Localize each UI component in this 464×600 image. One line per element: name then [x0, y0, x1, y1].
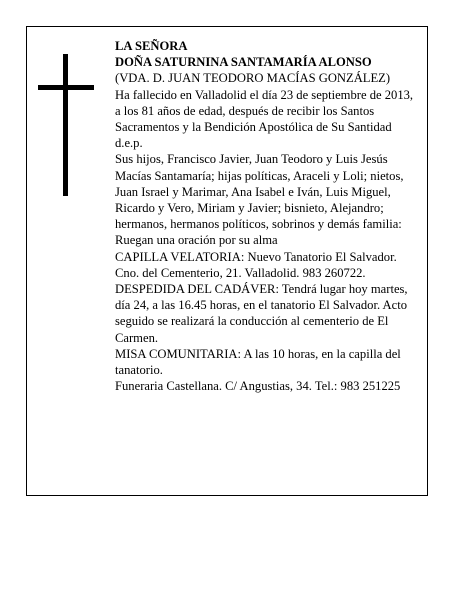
rip-text: d.e.p. — [115, 136, 143, 151]
cross-horizontal-bar — [38, 85, 94, 90]
widow-of: (VDA. D. JUAN TEODORO MACÍAS GONZÁLEZ) — [115, 71, 391, 86]
cross-vertical-bar — [63, 54, 68, 196]
notice-text — [115, 38, 417, 394]
notice-title: LA SEÑORA — [115, 39, 188, 53]
farewell-info: DESPEDIDA DEL CADÁVER: Tendrá lugar hoy martes, día 24, a las 16.45 horas, en el tanatorio El Salvador. Acto seguido se realizará la conducción al cementerio de El Carmen. — [115, 282, 408, 345]
prayer-request: Ruegan una oración por su alma — [115, 233, 278, 248]
chapel-info: CAPILLA VELATORIA: Nuevo Tanatorio El Salvador. Cno. del Cementerio, 21. Valladolid. 983 260722. — [115, 249, 397, 280]
funeral-home-info: Funeraria Castellana. C/ Angustias, 34. Tel.: 983 251225 — [115, 379, 401, 394]
cross-icon — [38, 54, 94, 196]
mass-info: MISA COMUNITARIA: A las 10 horas, en la capilla del tanatorio. — [115, 346, 401, 378]
deceased-name: DOÑA SATURNINA SANTAMARÍA ALONSO — [115, 55, 372, 70]
announcement: Ha fallecido en Valladolid el día 23 de septiembre de 2013, a los 81 años de edad, después de recibir los Santos Sacramentos y la Bendición Apostólica de Su Santidad — [115, 87, 414, 135]
family-list: Sus hijos, Francisco Javier, Juan Teodoro y Luis Jesús Macías Santamaría; hijas políticas, Araceli y Loli; nietos, Juan Israel y Marimar, Ana Isabel e Iván, Luis Miguel, Ricardo y Vero, Miriam y Javier; bisnieto, Alejandro; hermanos, hermanos políticos, sobrinos y demás familia: — [115, 152, 404, 232]
